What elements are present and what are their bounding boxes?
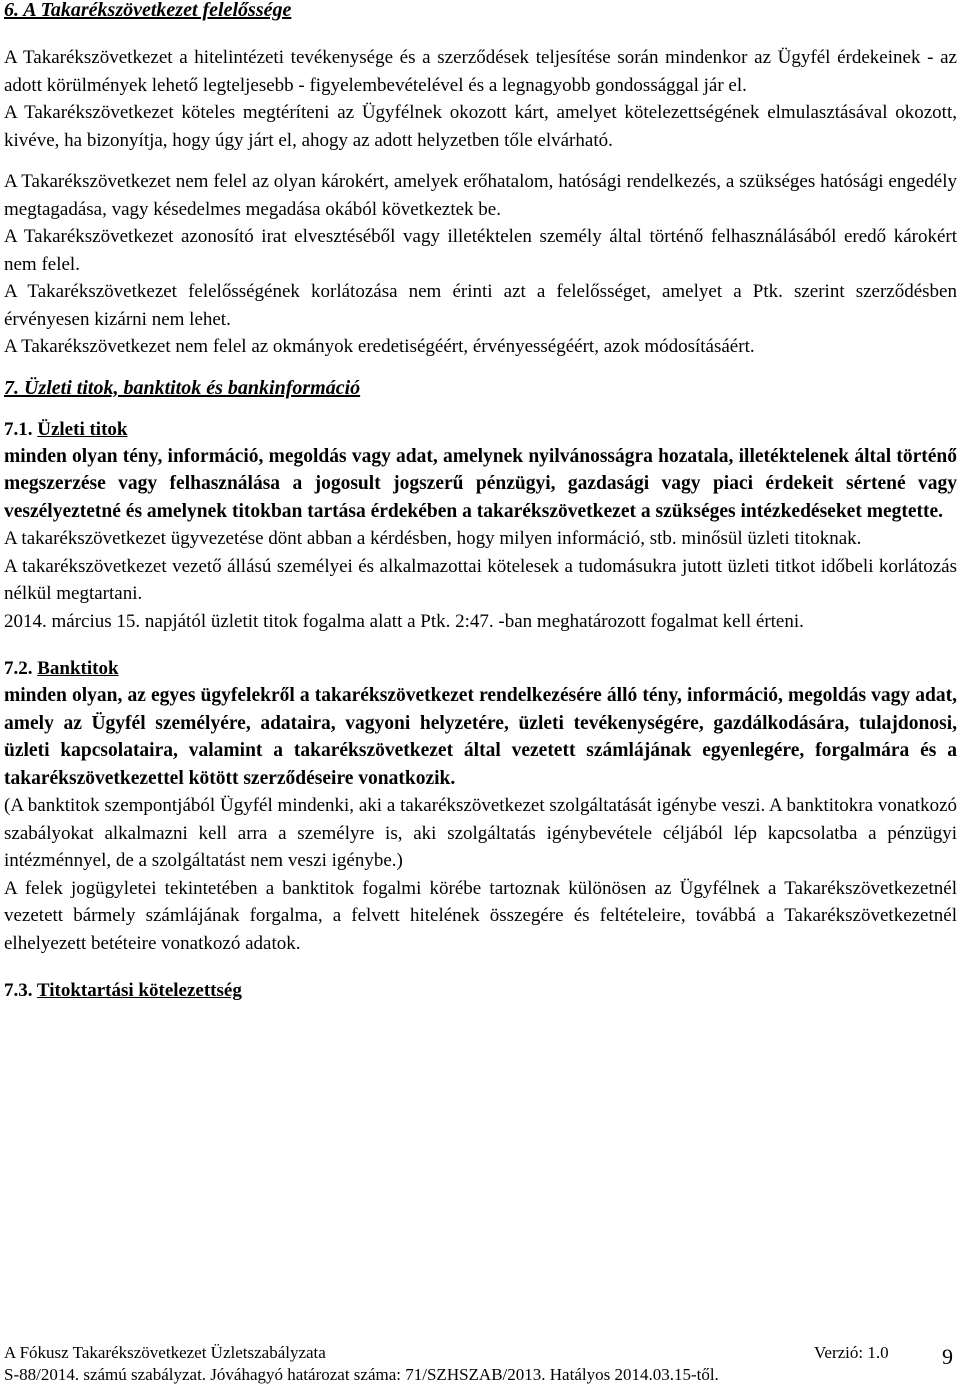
subsection-7-3-heading bbox=[4, 977, 957, 1004]
footer-regulation-info: S-88/2014. számú szabályzat. Jóváhagyó határozat száma: 71/SZHSZAB/2013. Hatályos 2014.03.15-től. bbox=[4, 1365, 719, 1384]
subsection-7-1-paragraph-2: A takarékszövetkezet vezető állású személyei és alkalmazottai kötelesek a tudomásukra jutott üzleti titkot időbeli korlátozás nélkül megtartani. bbox=[4, 555, 957, 604]
section-6-paragraph-2: A Takarékszövetkezet köteles megtéríteni az Ügyfélnek okozott kárt, amelyet kötelezettségének elmulasztásával okozott, kivéve, ha bizonyítja, hogy úgy járt el, ahogy az adott helyzetben tőle elvárható. bbox=[4, 102, 957, 151]
subsection-7-2-heading bbox=[4, 655, 957, 682]
subsection-7-1-paragraph-1: A takarékszövetkezet ügyvezetése dönt abban a kérdésben, hogy milyen információ, stb. minősül üzleti titoknak. bbox=[4, 528, 862, 549]
document-page bbox=[4, 0, 957, 1004]
section-6-paragraph-4: A Takarékszövetkezet azonosító irat elvesztéséből vagy illetéktelen személy által történő felhasználásából eredő károkért nem felel. bbox=[4, 226, 957, 275]
subsection-7-3-number: 7.3. bbox=[4, 980, 37, 1001]
footer-document-title: A Fókusz Takarékszövetkezet Üzletszabályzata bbox=[4, 1343, 326, 1362]
subsection-7-1-paragraph-3: 2014. március 15. napjától üzletit titok fogalma alatt a Ptk. 2:47. -ban meghatározott fogalmat kell érteni. bbox=[4, 610, 804, 632]
subsection-7-1-title: Üzleti titok bbox=[37, 418, 128, 440]
subsection-7-1-number: 7.1. bbox=[4, 418, 38, 440]
section-7-heading: 7. Üzleti titok, banktitok és bankinformáció bbox=[4, 376, 361, 399]
section-6-heading: 6. A Takarékszövetkezet felelőssége bbox=[4, 0, 292, 21]
subsection-7-1-heading bbox=[4, 416, 957, 443]
subsection-7-2-definition: minden olyan, az egyes ügyfelekről a takarékszövetkezet rendelkezésére álló tény, információ, megoldás vagy adat, amely az Ügyfél személyére, adataira, vagyoni helyzetére, üzleti tevékenységére, gazdálkodására, tulajdonosi, üzleti kapcsolataira, valamint a takarékszövetkezet által vezetett számlájának egyenlegére, forgalmára és a takarékszövetkezettel kötött szerződéseire vonatkozik. bbox=[4, 685, 957, 789]
subsection-7-2-paragraph-1: (A banktitok szempontjából Ügyfél mindenki, aki a takarékszövetkezet szolgáltatását igénybe veszi. A banktitokra vonatkozó szabályokat alkalmazni kell arra a személyre is, aki szolgáltatás igénybevétele céljából lép kapcsolatba a pénzügyi intézménnyel, de a szolgáltatást nem veszi igénybe.) bbox=[4, 795, 957, 871]
section-6-paragraph-6: A Takarékszövetkezet nem felel az okmányok eredetiségéért, érvényességéért, azok módosításáért. bbox=[4, 336, 755, 357]
page-footer bbox=[4, 1342, 957, 1386]
subsection-7-2-paragraph-2: A felek jogügyletei tekintetében a banktitok fogalmi körébe tartoznak különösen az Ügyfélnek a Takarékszövetkezetnél vezetett bármely számlájának forgalma, a felvett hitelének összegére és feltételeire, továbbá a Takarékszövetkezetnél elhelyezett betéteire vonatkozó adatok. bbox=[4, 877, 957, 954]
subsection-7-2-number: 7.2. bbox=[4, 658, 38, 679]
footer-version: Verzió: 1.0 bbox=[814, 1343, 889, 1362]
subsection-7-2-title: Banktitok bbox=[37, 658, 119, 679]
subsection-7-1-definition: minden olyan tény, információ, megoldás vagy adat, amelynek nyilvánosságra hozatala, illetéktelenek által történő megszerzése vagy felhasználása a jogosult jogszerű pénzügyi, gazdasági vagy piaci érdekeit sértené vagy veszélyeztetné és amelynek titokban tartása érdekében a takarékszövetkezet a szükséges intézkedéseket megtette. bbox=[4, 445, 957, 522]
section-6-paragraph-5: A Takarékszövetkezet felelősségének korlátozása nem érinti azt a felelősséget, amelyet a Ptk. szerint szerződésben érvényesen kizárni nem lehet. bbox=[4, 281, 957, 330]
section-6-paragraph-3: A Takarékszövetkezet nem felel az olyan károkért, amelyek erőhatalom, hatósági rendelkezés, a szükséges hatósági engedély megtagadása, vagy késedelmes megadása okából következtek be. bbox=[4, 171, 957, 220]
section-6-paragraph-1: A Takarékszövetkezet a hitelintézeti tevékenysége és a szerződések teljesítése során mindenkor az Ügyfél érdekeinek - az adott körülmények lehető legteljesebb - figyelembevételével és a legnagyobb gondossággal jár el. bbox=[4, 47, 957, 96]
page-number: 9 bbox=[942, 1344, 953, 1369]
subsection-7-3-title: Titoktartási kötelezettség bbox=[36, 980, 242, 1001]
